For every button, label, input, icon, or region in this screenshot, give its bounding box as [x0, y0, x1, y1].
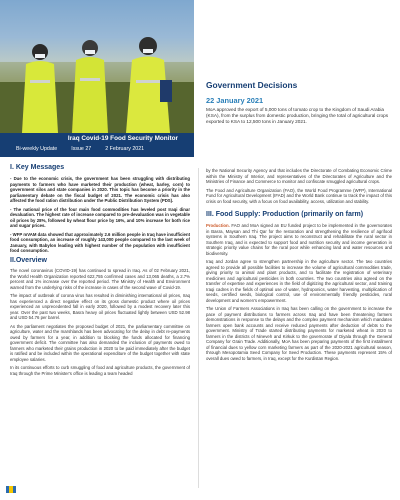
key-messages-section — [10, 176, 190, 257]
banner-date: 2 February 2021 — [105, 146, 145, 152]
column-divider — [198, 168, 199, 488]
flag-icon — [6, 486, 16, 493]
key-message-1: - Due to the economic crisis, the government has been struggling with distributing payments to farmers who have marketed their production (wheat, barley, corn) to government silos and state companies in 2020. This topic has become a priority in the parliamentary debate on the fiscal budget of 2021. The economic crisis has also affected the food ration distribution under the Public Distribution System (PDS). — [10, 176, 190, 203]
cover-photo — [0, 0, 194, 133]
production-lead: Production. — [206, 223, 230, 228]
key-message-3: - WFP mVAM data showed that approximately 2.6 million people in Iraq have insufficient food consumption, an increase of roughly 143,000 people compared to the last week of January, with Babylon leading with highest number of the population with insufficient food consumption. — [10, 231, 190, 253]
food-supply-heading: III. Food Supply: Production (primarily on farm) — [206, 211, 364, 218]
banner-meta — [16, 146, 192, 152]
banner-issue: Issue 27 — [71, 146, 92, 152]
production-paragraph — [206, 223, 392, 256]
banner-frequency: Bi-weekly Update — [16, 146, 58, 152]
right-paragraph-1: by the National Security Agency and that includes the Directorate of Combating Economic Crime within the Ministry of Interior, and representatives of the Directorates of Agriculture and the Ministries of Finance and Commerce to monitor and confiscate smuggled agricultural crops. — [206, 168, 392, 184]
key-messages-heading: I. Key Messages — [10, 164, 65, 171]
government-decisions-heading: Government Decisions — [206, 80, 298, 90]
right-paragraph-4: Iraq and Jordan agree to strengthen partnership in the agriculture sector. The two countries agreed to provide all possible facilities to increase the volume of agricultural commodities trade, giving priority to animal and plant products, and to facilitate the registration of veterinary medicines and agricultural pesticides in both countries. The two countries also agreed on the transfer of expertise and experiences in the field of digitizing the agricultural sector, and training Iraqi cadres in the fields of optimal use of water, hydroponics, water harvesting, multiplication of seeds, certified seeds, biological control, use of environmentally friendly pesticides, rural development and women's empowerment. — [206, 259, 392, 303]
overview-paragraph-2: The impact of outbreak of corona virus has resulted in diminishing international oil prices, Iraq has experienced a direct negative effect on its gross domestic product where oil prices experienced an unprecedented fall in early 2020, followed by a modest recovery later this year. Over the past two weeks, Basra heavy oil prices fluctuated lightly between USD 52.98 and USD 54.76 per barrel. — [10, 293, 190, 320]
report-banner — [0, 133, 194, 157]
government-decisions-body: MoA approved the export of 5,000 tons of tomato crop to the Kingdom of Saudi Arabia (KSA), from the surplus from domestic production, bringing the total of agricultural crops exported to KSA to 12,500 tons in January 2021. — [206, 107, 389, 124]
right-column — [206, 168, 392, 207]
overview-section — [10, 268, 190, 379]
overview-paragraph-3: As the parliament negotiates the proposed budget of 2021, the parliamentary committee on agriculture, water and the marshlands has been advocating for the delay in debt re-payments owed by farmers for a year, in addition to blocking the funds allocated for financing government deficit. The committee has also demanded the inclusion of payments owed to farmers who marketed their grains production in 2020 to be paid immediately after the budget is ratified and be included within the operational expenditure of the budget together with state employee salaries. — [10, 323, 190, 362]
right-paragraph-2: The Food and Agriculture Organization (FAO), the World Food Programme (WFP), International Fund for Agricultural Development (IFAD) and the World Bank continue to track the impact of this crisis on food security, with a focus on food availability, access, utilization and stability. — [206, 187, 392, 204]
key-message-2: - The national price of the four main food commodities has leveled post Iraqi dinar devaluation. The highest rate of increase compared to pre-devaluation was in vegetable oil prices by 28%, followed by wheat flour price by 16%, and 10% increase for both rice and sugar prices. — [10, 206, 190, 228]
banner-title: Iraq Covid-19 Food Security Monitor — [67, 135, 178, 142]
production-text: FAO and MoA signed an EU funded project to be implemented in the governorates in Basra, Maysan and Thi Qar for the restoration and strengthening the resilience of agrifood systems in Southern Iraq. The project aims to reconstruct and rehabilitate the rural sector in Southern Iraq, and is expected to support food and nutrition security and income generation in strategic priority value chains for the rural poor while enhancing land and water resources and biodiversity. — [206, 223, 392, 256]
right-paragraph-5: The Union of Farmers Associations in Iraq has been calling on the government to increase the pace of payment distributions to farmers across Iraq and have been threatening farmers demonstrations in response to the delays and the complex payment mechanism which mandates farmers open bank accounts and receive reduced payments after deduction of debts to the government. Ministry of Trade started distributing payments for marketed wheat in 2020 to farmers in the districts of Nineveh and Kirkuk to the governorate of Diyala through the General Company for Grain Trade. Additionally, MoA has been preparing payments of the first installment of financial dues to yellow corn marketing farmers as part of the 2020-2021 agricultural season, through Mesopotamia Seed Company for Seed Production. These payments represent 15% of overall dues owed to farmers, in Iraq, except for the Kurdistan Region. — [206, 306, 392, 361]
food-supply-section — [206, 223, 392, 364]
overview-heading: II.Overview — [10, 257, 47, 264]
government-decisions-date: 22 January 2021 — [206, 96, 264, 105]
overview-paragraph-1: The novel coronavirus (COVID-19) has continued to spread in Iraq. As of 02 February 2021, the World Health Organization reported 622,755 confirmed cases and 13,065 deaths, a 2.7% percent and 1% increase over the reported period. The Ministry of Health and Environment warned from the underlying risks of the increase in cases of the second wave of Covid-19. — [10, 268, 190, 290]
overview-paragraph-4: In its continuous efforts to curb smuggling of food and agriculture products, the government of Iraq through the Prime Minister's office is leading a team headed — [10, 365, 190, 376]
